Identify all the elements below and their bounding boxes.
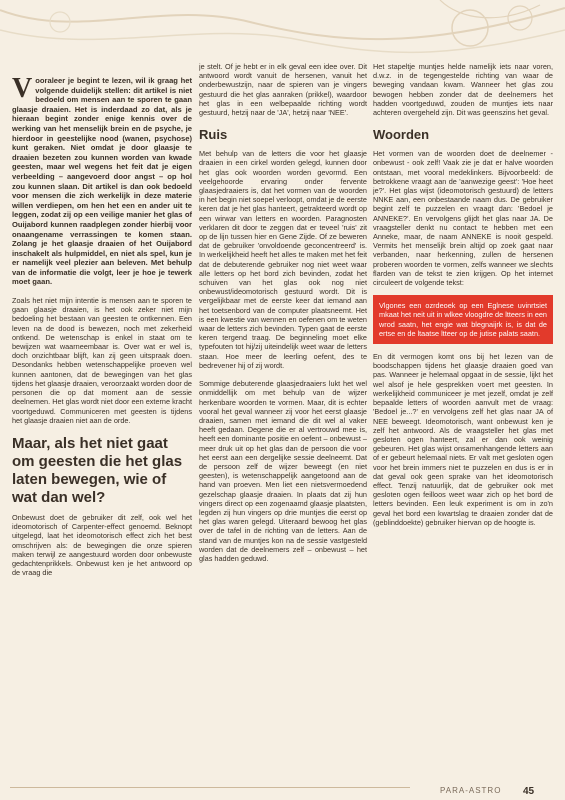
body-paragraph: Het vormen van de woorden doet de deelnemer - onbewust - ook zelf! Vaak zie je dat er halve woorden ontstaan, met vooral medeklinkers. Bijvoorbeeld: de betrokkene vraagt aan de 'aanwezige geest': 'Hoe heet je?'. Het glas wijst (ideomotorisch gestuurd) de letters NNKE aan, een onbestaande naam dus. De gebruiker begint zelf te puzzelen en vraagt dan: 'Bedoel je ANNEKE?'. En vervolgens glijdt het glas naar JA. De vraagsteller denkt nu contact te hebben met een Anneke, maar, de naam ANNEKE is nooit gespeld. Vermits het menselijk brein altijd op zoek gaat naar verbanden, naar herkenning, zullen de hersenen proberen woorden te vormen, zelfs wanneer we slechts flarden van de tekst te zien krijgen. Op het internet circuleert de volgende tekst: bbox=[373, 149, 553, 288]
intro-paragraph bbox=[12, 73, 192, 287]
footer-rule bbox=[10, 787, 410, 788]
body-paragraph: Het stapeltje muntjes helde namelijk iets naar voren, d.w.z. in de tegengestelde richting van waar de beweging vandaan kwam. Wanneer het glas zou bewogen hebben zonder dat de deelnemers het hadden voortgeduwd, zouden de muntjes iets naar achteren overgeheld zijn. Dit was geenszins het geval. bbox=[373, 62, 553, 118]
section-heading: Woorden bbox=[373, 127, 430, 143]
scrambled-text-callout: Vlgones een ozrdeoek op een Eglnese uvinrtsiet mkaat het neit uit in wlkee vloogdre de ltteers in een wrod saatn, het engie wat blegnaijrk is, is dat de ertse en de ltaatse ltteer op de jutise palats saatn. bbox=[373, 295, 553, 344]
body-paragraph: Zoals het niet mijn intentie is mensen aan te sporen te gaan glaasje draaien, is het ook zeker niet mijn bedoeling het bestaan van geesten te ontkennen. Een leven na de dood is bewezen, noch met zekerheid ontkend. De wetenschap is enkel in staat om te bewijzen wat waarneembaar is. Over wat er wel is, doch onzichtbaar blijft, kan zij geen uitspraak doen. Desondanks hebben wetenschappelijke proeven wel kunnen aantonen, dat de bewegingen van het glas tijdens het glaasje draaien, veroorzaakt worden door de personen die op dat moment aan de sessie deelnemen. Het glas wordt niet door een externe kracht voortgeduwd. Communiceren met geesten is tijdens het glaasje draaien niet aan de orde. bbox=[12, 296, 192, 425]
page-number: 45 bbox=[523, 786, 535, 797]
body-paragraph: Met behulp van de letters die voor het glaasje draaien in een cirkel worden gelegd, kunnen door het glas ook woorden worden gevormd. Een veelgehoorde ervaring onder fervente glaasjedraaiers is, dat het vormen van de woorden in het begin niet soepel verloopt, omdat je de eerste keren dat je het glas hanteert, getrakteerd wordt op een wirwar van letters en woorden. Paragnosten verklaren dit door te zeggen dat er teveel 'ruis' zit op de lijn tussen hier en Gene Zijde. Of ze beweren dat de gebruiker 'onvoldoende geconcentreerd' is. In werkelijkheid heeft het alles te maken met het feit dat de debuterende gebruiker nog niet weet waar alle letters op het bord zich bevinden, zodat het schuiven van het glas ook nog niet onbewust/ideomotorisch gestuurd wordt. Dit is vergelijkbaar met de eerste keer dat iemand aan het toetsenbord van de computer plaatsneemt. Het is een kwestie van wennen en oefenen om te weten waar de letters zich bevinden. Typen gaat de eerste keren tergend traag. De beginneling moet elke typefouten tot hij/zij uiteindelijk weet waar de letters staan. Hoe meer de leerling oefent, des te bedrevener hij of zij wordt. bbox=[199, 149, 367, 370]
column-left bbox=[12, 62, 192, 774]
magazine-name: PARA-ASTRO bbox=[440, 786, 502, 795]
section-heading: Ruis bbox=[199, 127, 228, 143]
page-footer bbox=[0, 776, 565, 800]
drop-cap: V bbox=[12, 73, 33, 104]
body-paragraph: En dit vermogen komt ons bij het lezen van de boodschappen tijdens het glaasje draaien goed van pas. Wanneer je helemaal opgaat in de sessie, lijkt het wel alsof je hele gesprekken voert met geesten. In werkelijkheid communiceer je met jezelf, omdat je zelf bepaalde letters of woorden aanvult met de vraag: 'Bedoel je...?' en vervolgens zelf het glas naar JA of NEE beweegt. Ideomotorisch, want onbewust ken je zelf het antwoord. Als de vraagsteller het glas met gesloten ogen hanteert, zal er dan ook weinig gebeuren. Het glas wijst onsamenhangende letters aan of er gebeurt helemaal niets. Er valt met gesloten ogen voor het brein immers niet te puzzelen en dus is er in dat geval ook geen sprake van het ideomotorisch effect. Tenzij natuurlijk, dat de gebruiker ook met gesloten ogen feilloos weet waar zich op het bord de letters bevinden. Een leuk experiment is om in zo'n geval het bord een kwartslag te draaien zonder dat de (geblinddoekte) gebruiker hiervan op de hoogte is. bbox=[373, 352, 553, 527]
intro-text: ooraleer je begint te lezen, wil ik graag het volgende duidelijk stellen: dit artikel is niet bedoeld om mensen aan te sporen te gaan glaasje draaien. Het is inderdaad zo dat, als je hieraan begint zonder enige kennis over de werking van het menselijk brein en de psyche, je hierdoor in geestelijke nood (wanen, psychose) kunt geraken. Niet omdat je door glaasje te draaien bezeten zou kunnen worden van kwade geesten, maar wel wegens het feit dat je eigen verbeelding – aangevoerd door angst – op hol zou kunnen slaan. Dit artikel is dan ook bedoeld voor mensen die zich werkelijk in deze materie willen verdiepen, om hen het een en ander uit te leggen, zodat zij op een veilige manier het glas of Ouijabord kunnen raadplegen zonder hierbij voor onaangename verrassingen te komen staan. Zolang je het glaasje draaien of het Ouijabord inschakelt als hulpmiddel, en niet als spel, kun je er namelijk veel plezier aan beleven. Met behulp van de informatie die volgt, leer je hoe je tewerk moet gaan. bbox=[12, 76, 192, 287]
body-paragraph: Sommige debuterende glaasjedraaiers lukt het wel onmiddellijk om met behulp van de wijzer herkenbare woorden te vormen. Maar, dit is echter vooral het geval wanneer zij voor het eerst glaasje draaien, samen met iemand die dit wel al vaker heeft gedaan. Degene die er al vertrouwd mee is, heeft een dominante positie en oefent – onbewust – meer druk uit op het glas dan de persoon die voor het eerst aan een dergelijke sessie deelneemt. Dat de persoon zelf de wijzer beweegt (en niet geesten), is wetenschappelijk aangetoond aan de hand van proeven. Men liet een nietsvermoedend gezelschap glaasje draaien. In plaats dat zij hun vingers direct op een zogenaamd glaasje plaatsten, legden zij hun vingers op drie muntjes die eerst op het glas waren gelegd. Uiteraard bewoog het glas over de tafel in de richting van de letters. Aan de stand van de muntjes kon na de sessie vastgesteld worden dat de deelnemers zelf – onbewust – het glas hadden geduwd. bbox=[199, 379, 367, 563]
section-heading: Maar, als het niet gaat om geesten die het glas laten bewegen, wie of wat dan wel? bbox=[12, 434, 183, 506]
floral-ornament bbox=[0, 0, 565, 62]
column-middle bbox=[199, 62, 367, 774]
column-right bbox=[373, 62, 553, 774]
body-paragraph: Onbewust doet de gebruiker dit zelf, ook wel het ideomotorisch of Carpenter-effect genoemd. Beknopt uitgelegd, laat het ideomotorisch effect zich het best omschrijven als: de bewegingen die onze spieren maken terwijl ze aangestuurd worden door onbewuste gedachtenprikkels. Onbewust ken je het antwoord op de vraag die bbox=[12, 512, 192, 578]
body-paragraph: je stelt. Of je hebt er in elk geval een idee over. Dit antwoord wordt vanuit de hersenen, vanuit het onderbewustzijn, naar de spieren van je vingers gestuurd die het glas aanraken (prikkel), waardoor het glas in een welbepaalde richting wordt gestuurd, hetzij naar de 'JA', hetzij naar 'NEE'. bbox=[199, 62, 367, 118]
